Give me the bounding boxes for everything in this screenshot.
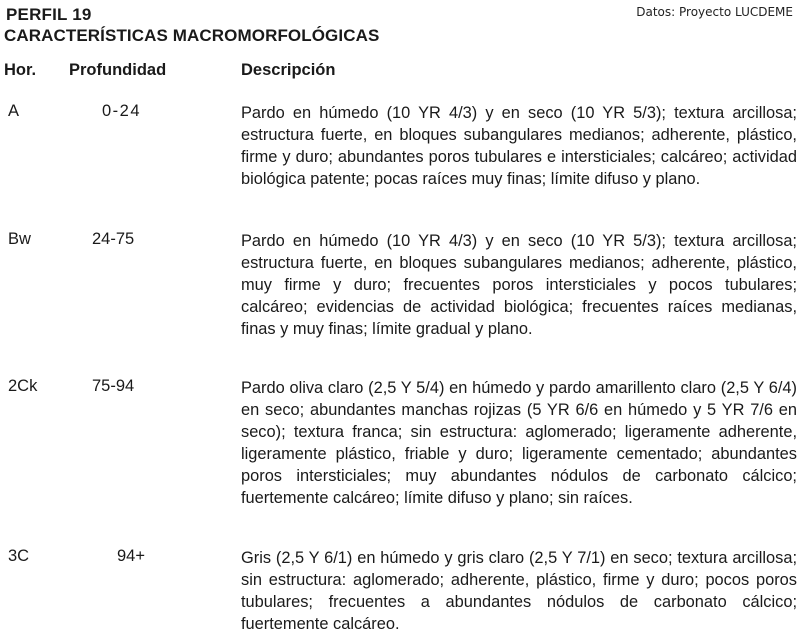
column-header-horizon: Hor. — [4, 61, 37, 79]
horizon-description: Pardo oliva claro (2,5 Y 5/4) en húmedo y pardo amarillento claro (2,5 Y 6/4) en seco; abundantes manchas rojizas (5 YR 6/6 en húmedo y 5 YR 7/6 en seco); textura franca; sin estructura: aglomerado; ligeramente adherente, ligeramente plástico, friable y duro; ligeramente cementado; abundantes poros intersticiales; muy abundantes nódulos de carbonato cálcico; fuertemente calcáreo; límite difuso y plano; sin raíces. — [241, 379, 797, 508]
profile-title: PERFIL 19 — [6, 5, 92, 24]
horizon-depth: 75-94 — [92, 377, 135, 395]
horizon-description: Pardo en húmedo (10 YR 4/3) y en seco (10 YR 5/3); textura arcillosa; estructura fuerte, en bloques subangulares medianos; adherente, plástico, firme y duro; abundantes poros tubulares e intersticiales; calcáreo; actividad biológica patente; pocas raíces muy finas; límite difuso y plano. — [241, 104, 797, 189]
section-title: CARACTERÍSTICAS MACROMORFOLÓGICAS — [4, 26, 380, 45]
horizon-description: Pardo en húmedo (10 YR 4/3) y en seco (10 YR 5/3); textura arcillosa; estructura fuerte, en bloques subangulares medianos; adherente, plástico, muy firme y duro; frecuentes poros intersticiales y pocos tubulares; calcáreo; evidencias de actividad biológica; frecuentes raíces medianas, finas y muy finas; límite gradual y plano. — [241, 232, 797, 339]
source-note: Datos: Proyecto LUCDEME — [636, 5, 793, 19]
horizon-label: A — [8, 102, 20, 120]
horizon-depth: 24-75 — [92, 230, 135, 248]
horizon-depth: 0-24 — [102, 102, 142, 120]
horizon-label: 2Ck — [8, 377, 38, 395]
horizon-label: 3C — [8, 547, 30, 565]
column-header-description: Descripción — [241, 61, 336, 79]
horizon-label: Bw — [8, 230, 31, 248]
horizon-description: Gris (2,5 Y 6/1) en húmedo y gris claro (2,5 Y 7/1) en seco; textura arcillosa; sin estructura: aglomerado; adherente, plástico, firme y duro; pocos poros tubulares; frecuentes a abundantes nódulos de carbonato cálcico; fuertemente calcáreo. — [241, 549, 797, 634]
horizon-depth: 94+ — [117, 547, 145, 565]
column-header-depth: Profundidad — [69, 61, 167, 79]
